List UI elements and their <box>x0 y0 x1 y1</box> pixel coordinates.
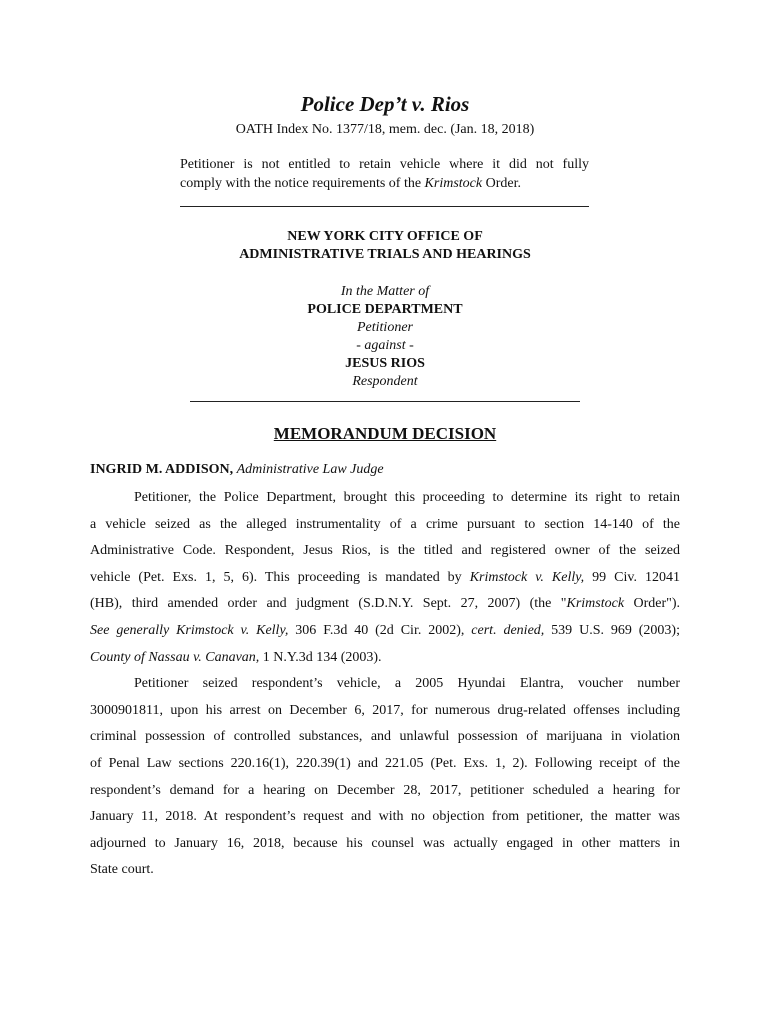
p1-case-cite: Krimstock v. Kelly, <box>469 569 585 585</box>
p1-line: Petitioner, the Police Department, brought this proceeding to determine its right to retain <box>134 490 680 505</box>
summary-line-2 <box>180 174 589 193</box>
p1-line <box>90 565 680 592</box>
summary-text-end: Order. <box>482 176 521 191</box>
paragraph-1 <box>90 485 680 671</box>
p1-line: Administrative Code. Respondent, Jesus Rios, is the titled and registered owner of the seized <box>90 543 680 559</box>
p1-case-cite: County of Nassau v. Canavan, <box>90 649 260 665</box>
office-heading <box>0 228 770 264</box>
p1-text: 99 Civ. 12041 <box>584 569 680 585</box>
paragraph-2 <box>90 671 680 884</box>
p1-text: 306 F.3d 40 (2d Cir. 2002), <box>288 622 472 638</box>
p1-line <box>90 645 680 672</box>
p1-text: 1 N.Y.3d 134 (2003). <box>259 649 382 665</box>
p1-text: Order"). <box>624 596 680 612</box>
summary-italic: Krimstock <box>424 176 483 191</box>
p2-line: respondent’s demand for a hearing on December 28, 2017, petitioner scheduled a hearing for <box>90 782 680 798</box>
p1-text: 539 U.S. 969 (2003); <box>544 622 680 638</box>
office-line-1: NEW YORK CITY OFFICE OF <box>287 229 483 244</box>
p1-line <box>90 591 680 618</box>
judge-title: Administrative Law Judge <box>236 462 384 477</box>
decision-body <box>90 485 680 884</box>
p2-line: criminal possession of controlled substances, and unlawful possession of marijuana in violation <box>90 729 680 745</box>
p2-line: January 11, 2018. At respondent’s request and with no objection from petitioner, the matter was <box>90 809 680 825</box>
p1-line <box>90 618 680 645</box>
p2-line: Petitioner seized respondent’s vehicle, a 2005 Hyundai Elantra, voucher number <box>134 676 680 692</box>
caption-respondent-role: Respondent <box>352 374 418 389</box>
p2-line: 3000901811, upon his arrest on December 6, 2017, for numerous drug-related offenses including <box>90 702 680 718</box>
summary-text: comply with the notice requirements of the <box>180 176 425 191</box>
memo-title: MEMORANDUM DECISION <box>273 424 497 443</box>
p1-case-cite: See generally Krimstock v. Kelly, <box>90 622 289 638</box>
summary-line-1: Petitioner is not entitled to retain vehicle where it did not fully <box>180 157 589 172</box>
p1-text: (HB), third amended order and judgment (S.D.N.Y. Sept. 27, 2007) (the " <box>90 596 567 612</box>
caption-respondent-name: JESUS RIOS <box>345 356 425 371</box>
index-line: OATH Index No. 1377/18, mem. dec. (Jan. 18, 2018) <box>235 122 535 137</box>
caption-petitioner-role: Petitioner <box>357 320 413 335</box>
case-summary <box>180 155 589 193</box>
judge-name: INGRID M. ADDISON, <box>90 462 234 477</box>
case-caption <box>0 283 770 391</box>
p1-case-cite: Krimstock <box>566 596 625 612</box>
judge-line <box>90 462 384 478</box>
caption-petitioner-name: POLICE DEPARTMENT <box>307 302 463 317</box>
p1-case-cite: cert. denied, <box>471 622 545 638</box>
p1-line: a vehicle seized as the alleged instrumentality of a crime pursuant to section 14-140 of the <box>90 516 680 532</box>
p2-line: State court. <box>90 862 154 878</box>
divider-caption <box>190 401 580 402</box>
p1-text: vehicle (Pet. Exs. 1, 5, 6). This proceeding is mandated by <box>90 569 470 585</box>
caption-matter: In the Matter of <box>340 284 430 299</box>
p2-line: adjourned to January 16, 2018, because his counsel was actually engaged in other matters in <box>90 835 680 851</box>
p2-line: of Penal Law sections 220.16(1), 220.39(1) and 221.05 (Pet. Exs. 1, 2). Following receipt of the <box>90 755 680 771</box>
caption-against: - against - <box>356 338 414 353</box>
case-title: Police Dep’t v. Rios <box>300 92 470 116</box>
divider-top <box>180 206 589 207</box>
office-line-2: ADMINISTRATIVE TRIALS AND HEARINGS <box>239 247 531 262</box>
